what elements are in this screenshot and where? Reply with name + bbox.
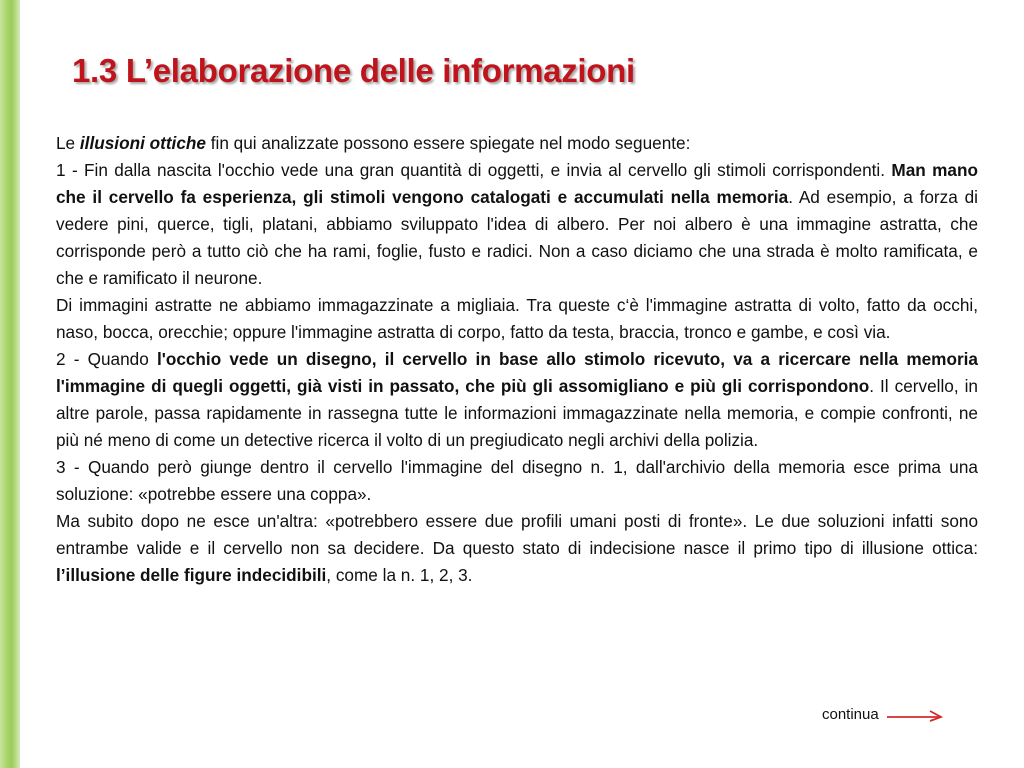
paragraph-intro: Le illusioni ottiche fin qui analizzate possono essere spiegate nel modo seguente: xyxy=(56,133,691,153)
emphasis-memoria: Man mano che il cervello fa esperienza, gli stimoli vengono catalogati e accumulati nella memoria xyxy=(56,160,978,207)
left-accent-bar xyxy=(0,0,20,768)
right-arrow-icon xyxy=(885,708,945,722)
paragraph-point-3: 3 - Quando però giunge dentro il cervello l'immagine del disegno n. 1, dall'archivio della memoria esce prima una soluzione: «potrebbe essere una coppa». xyxy=(56,457,978,504)
paragraph-point-2: 2 - Quando l'occhio vede un disegno, il cervello in base allo stimolo ricevuto, va a ricercare nella memoria l'immagine di quegli oggetti, già visti in passato, che più gli assomigliano e più gli corrispondono. Il cervello, in altre parole, passa rapidamente in rassegna tutte le informazioni immagazzinate nella memoria, e compie confronti, ne più né meno di come un detective ricerca il volto di un pregiudicato negli archivi della polizia. xyxy=(56,349,978,450)
body-text xyxy=(56,130,978,589)
paragraph-conclusion: Ma subito dopo ne esce un'altra: «potrebbero essere due profili umani posti di fronte». Le due soluzioni infatti sono entrambe valide e il cervello non sa decidere. Da questo stato di indecisione nasce il primo tipo di illusione ottica: l’illusione delle figure indecidibili, come la n. 1, 2, 3. xyxy=(56,511,978,585)
continue-link[interactable] xyxy=(822,706,945,723)
slide-title: 1.3 L’elaborazione delle informazioni xyxy=(72,52,635,89)
continue-label: continua xyxy=(822,706,879,723)
emphasis-figure-indecidibili: l’illusione delle figure indecidibili xyxy=(56,565,327,585)
paragraph-abstract-images: Di immagini astratte ne abbiamo immagazzinate a migliaia. Tra queste c‘è l'immagine astratta di volto, fatto da occhi, naso, bocca, orecchie; oppure l'immagine astratta di corpo, fatto da testa, braccia, tronco e gambe, e così via. xyxy=(56,295,978,342)
paragraph-point-1: 1 - Fin dalla nascita l'occhio vede una gran quantità di oggetti, e invia al cervello gli stimoli corrispondenti. Man mano che il cervello fa esperienza, gli stimoli vengono catalogati e accumulati nella memoria. Ad esempio, a forza di vedere pini, querce, tigli, platani, abbiamo sviluppato l'idea di albero. Per noi albero è una immagine astratta, che corrisponde però a tutto ciò che ha rami, foglie, fusto e radici. Non a caso diciamo che una strada è molto ramificata, e che e ramificato il neurone. xyxy=(56,160,978,288)
emphasis-disegno: l'occhio vede un disegno, il cervello in base allo stimolo ricevuto, va a ricercare nella memoria l'immagine di quegli oggetti, già visti in passato, che più gli assomigliano e più gli corrispondono xyxy=(56,349,978,396)
emphasis-illusioni: illusioni ottiche xyxy=(79,133,206,153)
